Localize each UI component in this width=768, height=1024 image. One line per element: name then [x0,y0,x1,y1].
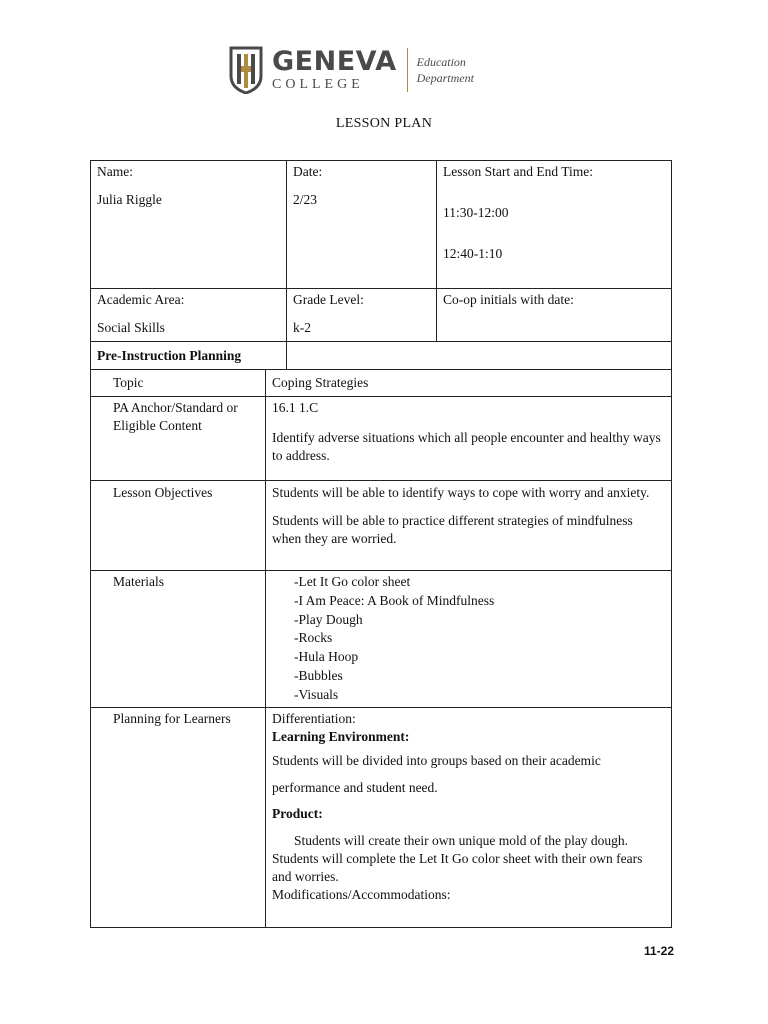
grade-level-cell [287,289,437,342]
material-item: -Play Dough [294,611,363,627]
product-heading: Product: [272,805,323,821]
objectives-label-cell [91,481,266,571]
material-item: -I Am Peace: A Book of Mindfulness [294,592,495,608]
pre-instruction-cell [91,342,287,370]
time-cell [437,161,672,289]
material-item: -Visuals [294,686,339,702]
brand-wordmark [272,48,397,92]
date-label: Date: [293,164,323,179]
standard-label-cell [91,397,266,481]
pre-instruction-row [91,342,672,370]
pre-instruction-heading: Pre-Instruction Planning [97,348,242,363]
learners-label-cell [91,707,266,927]
name-cell [91,161,287,289]
material-item: -Let It Go color sheet [294,574,411,589]
material-item: -Rocks [294,630,333,646]
learners-value-cell [266,707,672,927]
topic-value-cell [266,370,672,397]
info-row-1 [91,161,672,289]
pre-instruction-empty-cell [287,342,672,370]
document-title: LESSON PLAN [335,116,433,131]
time-value-2: 12:40-1:10 [443,246,503,261]
objective-1: Students will be able to identify ways to cope with worry and anxiety. [272,485,650,500]
objectives-value-cell [266,481,672,571]
topic-value: Coping Strategies [272,375,369,390]
learners-label: Planning for Learners [113,710,231,726]
topic-label: Topic [113,375,144,390]
product-text-1: Students will create their own unique mold of the play dough. [294,832,629,848]
info-row-2 [91,289,672,342]
geneva-college-logo [228,44,478,96]
materials-label-cell [91,571,266,708]
academic-area-value: Social Skills [97,320,165,335]
differentiation-label: Differentiation: [272,710,356,726]
objective-2: Students will be able to practice different strategies of mindfulness when they are worried. [272,513,633,546]
name-value: Julia Riggle [97,192,162,207]
product-text-2: Students will complete the Let It Go color sheet with their own fears and worries. [272,850,643,884]
brand-sub: COLLEGE [272,77,364,92]
academic-area-cell [91,289,287,342]
learning-environment-text: Students will be divided into groups based on their academic performance and student need. [272,752,601,795]
learning-environment-heading: Learning Environment: [272,728,410,744]
objectives-row [91,481,672,571]
date-cell [287,161,437,289]
topic-label-cell [91,370,266,397]
department-line-2: Department [416,71,474,85]
logo-divider [407,48,408,92]
page-number: 11-22 [644,944,675,958]
name-label: Name: [97,164,133,179]
materials-list [272,573,665,705]
standard-text: Identify adverse situations which all people encounter and healthy ways to address. [272,430,661,463]
grade-level-label: Grade Level: [293,292,364,307]
time-label: Lesson Start and End Time: [443,164,594,179]
coop-initials-cell [437,289,672,342]
objectives-label: Lesson Objectives [113,485,213,500]
modifications-label: Modifications/Accommodations: [272,886,451,902]
standard-value-cell [266,397,672,481]
learners-row [91,707,672,927]
academic-area-label: Academic Area: [97,292,185,307]
grade-level-value: k-2 [293,320,311,335]
material-item: -Bubbles [294,667,343,683]
standard-row [91,397,672,481]
standard-label: PA Anchor/Standard or Eligible Content [113,400,238,433]
materials-value-cell [266,571,672,708]
materials-label: Materials [113,574,164,589]
coop-initials-label: Co-op initials with date: [443,292,574,307]
geneva-shield-icon [228,46,264,94]
material-item: -Hula Hoop [294,649,359,665]
date-value: 2/23 [293,192,318,207]
department-label [417,54,474,86]
time-value-1: 11:30-12:00 [443,205,509,220]
brand-name: GENEVA [272,46,397,77]
topic-row [91,370,672,397]
lesson-plan-table [90,160,672,928]
materials-row [91,571,672,708]
standard-code: 16.1 1.C [272,400,319,415]
department-line-1: Education [416,55,466,69]
